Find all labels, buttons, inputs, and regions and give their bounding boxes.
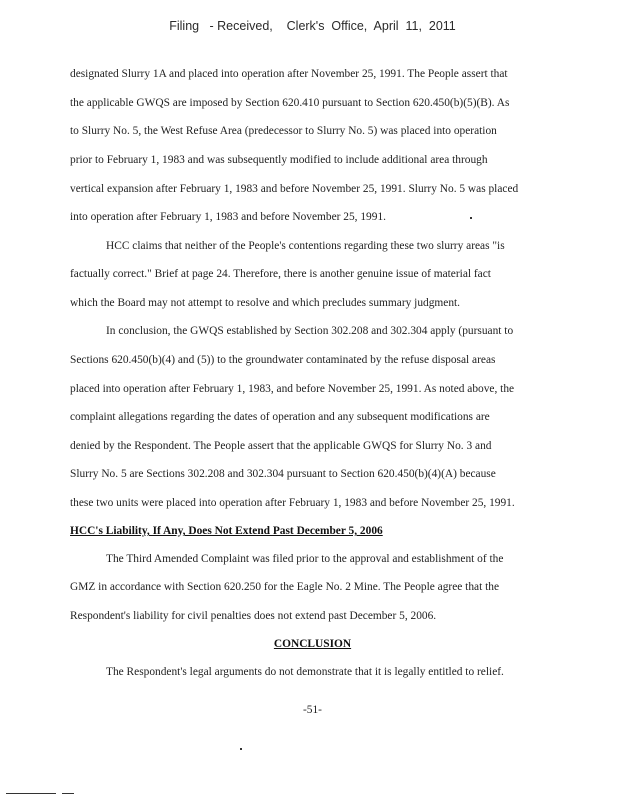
section-heading-conclusion: CONCLUSION	[273, 638, 352, 650]
body-line: to Slurry No. 5, the West Refuse Area (predecessor to Slurry No. 5) was placed into operation	[70, 125, 497, 137]
body-line: prior to February 1, 1983 and was subsequently modified to include additional area through	[70, 154, 488, 166]
scan-mark	[6, 793, 56, 794]
body-line: placed into operation after February 1, 1983, and before November 25, 1991. As noted above, the	[70, 383, 515, 395]
body-line: Slurry No. 5 are Sections 302.208 and 302.304 pursuant to Section 620.450(b)(4)(A) because	[70, 468, 496, 480]
body-line: The Respondent's legal arguments do not demonstrate that it is legally entitled to relief.	[106, 666, 504, 678]
body-line: denied by the Respondent. The People assert that the applicable GWQS for Slurry No. 3 and	[70, 440, 492, 452]
body-line: factually correct." Brief at page 24. Therefore, there is another genuine issue of material fact	[70, 268, 491, 280]
body-line: HCC claims that neither of the People's contentions regarding these two slurry areas "is	[106, 240, 505, 252]
body-line: In conclusion, the GWQS established by Section 302.208 and 302.304 apply (pursuant to	[106, 325, 514, 337]
body-line: Sections 620.450(b)(4) and (5)) to the groundwater contaminated by the refuse disposal areas	[70, 354, 496, 366]
body-line: which the Board may not attempt to resolve and which precludes summary judgment.	[70, 297, 461, 309]
body-line: into operation after February 1, 1983 and before November 25, 1991.	[70, 211, 386, 223]
body-line: the applicable GWQS are imposed by Section 620.410 pursuant to Section 620.450(b)(5)(B). As	[70, 97, 510, 109]
body-line: vertical expansion after February 1, 1983 and before November 25, 1991. Slurry No. 5 was placed	[70, 183, 519, 195]
filing-stamp-header: Filing - Received, Clerk's Office, April 11, 2011	[169, 19, 456, 33]
page-number: -51-	[303, 704, 322, 716]
section-heading-liability: HCC's Liability, If Any, Does Not Extend Past December 5, 2006	[70, 525, 383, 537]
body-line: GMZ in accordance with Section 620.250 for the Eagle No. 2 Mine. The People agree that the	[70, 581, 500, 593]
scan-mark	[62, 793, 74, 794]
body-line: The Third Amended Complaint was filed prior to the approval and establishment of the	[106, 553, 504, 565]
scan-speck	[240, 748, 242, 750]
scan-speck	[470, 217, 472, 219]
body-line: complaint allegations regarding the dates of operation and any subsequent modifications are	[70, 411, 490, 423]
body-line: designated Slurry 1A and placed into operation after November 25, 1991. The People assert that	[70, 68, 508, 80]
body-line: Respondent's liability for civil penalties does not extend past December 5, 2006.	[70, 610, 437, 622]
body-line: these two units were placed into operation after February 1, 1983 and before November 25, 1991.	[70, 497, 515, 509]
